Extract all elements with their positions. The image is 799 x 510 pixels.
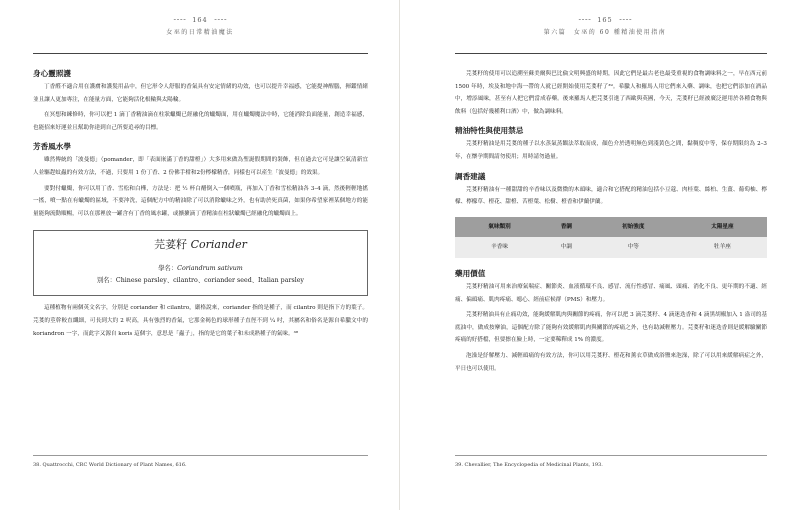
paragraph: 芫荽籽的使用可以追溯至蘇美爾與巴比倫文明興盛的時期，因此它們是最古老也最受重視的食物調味料之一，早在西元前 1500 年時，埃及和地中海一帶的人就已經開始使用芫荽籽了³⁹。希臘人和羅馬人用它們來入藥、調味，也把它們添加在酒品中，增添風味，甚至有人把它們當成春藥。後來羅馬人把芫荽引進了西歐與英國，今天，芫荽籽已經被廣泛運用於各種食物與飲料（包括好幾種利口酒）中，做為調味料。 (455, 71, 767, 115)
paragraph: 雖然傳統的「波曼德」（pomander，即「表面嵌滿丁香的甜橙」）大多用來做為聖誕假期間的裝飾，但在過去它可是讓空氣清新宜人並驅趕蚊蟲的有效方法，不過，只要用 1 份丁香、2 份佛手柑和2份檸檬精香，同樣也可以產生「波曼德」的效果。 (33, 157, 368, 176)
table-cell: 牡羊座 (678, 237, 767, 258)
right-running-header (530, 16, 680, 36)
right-ornament-right: ⁃⁃⁃⁃ (618, 16, 632, 24)
left-content (33, 68, 368, 343)
right-header-rule (455, 53, 767, 54)
paragraph: 泡澡是紓解壓力、減輕頭痛的有效方法，你可以用芫荽籽、橙花和薰衣草做成浴鹽來泡澡，除了可以用來緩解病症之外，平日也可以使用。 (455, 352, 767, 372)
paragraph: 芫荽籽精油可用來治療氣喘症、關節炎、血液循環不良、感冒、流行性感冒、痛風、頭痛、消化不良、更年期的不適、經痛、偏頭痛、肌肉疼痛、噁心、經前症候群（PMS）和壓力。 (455, 283, 767, 303)
paragraph: 芫荽籽精油具有止痛功效，能夠緩解肌肉與關節的疼痛，你可以把 3 滴芫荽籽、4 滴迷迭香和 4 滴黑胡椒加入 1 盎司的基底油中，做成按摩油，這個配方除了能夠有效緩解肌肉與關節的疼痛之外，也有助減輕壓力。芫荽籽和迷迭香則是緩解驗關節疼痛的好搭檔，但要擦在臉上時，一定要稀釋成 1% 的濃度。 (455, 312, 767, 344)
right-page (400, 0, 799, 510)
left-footnote: 38. Quattrocchi, CRC World Dictionary of Plant Names, 616. (33, 455, 368, 468)
table-cell: 中等 (589, 237, 678, 258)
scientific-name-label: 學名： (158, 265, 178, 273)
left-header-rule (33, 53, 368, 54)
section-heading: 芳香風水學 (33, 142, 71, 152)
left-running-title: 女巫的日常精油魔法 (166, 29, 234, 36)
herb-title-latin: Coriander (190, 238, 247, 252)
scientific-name-line (34, 263, 367, 275)
right-page-number: 165 (597, 16, 613, 24)
paragraph: 這種植物有兩個英文名字，分別是 coriander 和 cilantro，嚴格說來，coriander 指的是種子，而 cilantro 則是指下方的葉子。芫荽的莖幹較直纖細，可長到大約 2 呎高，具有強烈的香氣，它那金褐色的球形種子直徑不到 ¼ 吋，其屬名和俗名是源自希臘文中的 koriandron 一字，而此字又源自 koris 這個字，意思是「蟲子」，指的是它的葉子和未成熟種子的氣味。³⁸ (33, 305, 368, 337)
herb-profile-box (33, 230, 368, 296)
paragraph: 芫荽籽精油是用芫荽的種子以水蒸氣蒸餾法萃取而成，顏色介於透明無色到淺黃色之間，黏稠度中等，保存期限約為 2–3 年，在懷孕期間請勿使用；用時請勿過量。 (455, 141, 767, 160)
alias-line (34, 275, 367, 287)
table-header-cell: 太陽星座 (678, 217, 767, 238)
right-ornament-left: ⁃⁃⁃⁃ (578, 16, 592, 24)
paragraph: 芫荽籽精油有一種甜甜的辛香味以及微微的木頭味，適合和它搭配的精油包括小豆蔻、肉桂葉、絲柏、生薑、葡萄柚、檸檬、檸檬草、橙花、甜橙、苦橙葉、松樹、橙香和伊蘭伊蘭。 (455, 186, 767, 206)
table-header-row (455, 217, 767, 238)
right-footnote: 39. Chevallier, The Encyclopedia of Medicinal Plants, 193. (455, 455, 767, 468)
section-heading: 調香建議 (455, 171, 486, 181)
left-ornament-right: ⁃⁃⁃⁃ (213, 16, 227, 24)
table-header-cell: 初始強度 (589, 217, 678, 238)
table-cell: 辛香味 (455, 237, 544, 258)
alias-label: 別名： (96, 277, 116, 285)
paragraph: 在冥想和練修時，你可以把 1 滴丁香精油滴在柱狀蠟燭已經融化的蠟燭面，用在蠟燭魔法中時，它能消除負面能量，創造幸福感，也能招來好運並且幫助你達到自己所要追尋的目標。 (33, 112, 368, 131)
scientific-name: Coriandrum sativum (177, 265, 243, 273)
section-heading: 精油特性與使用禁忌 (455, 126, 524, 136)
table-header-cell: 氣味類別 (455, 217, 544, 238)
left-page (0, 0, 399, 510)
alias-list: Chinese parsley、cilantro、coriander seed、Italian parsley (115, 277, 304, 285)
paragraph: 丁香醛不適合用在護膚和護髮用品中，但它形令人舒服的香氣具有安定情緒的功效，也可以提升幸福感，它能提神醒腦，揮鑑情緒並且讓人更加專注，在能量方面，它能夠活化根輪與太陽輪。 (33, 84, 368, 103)
table-cell: 中調 (544, 237, 589, 258)
right-content (455, 68, 767, 378)
scent-profile-table (455, 217, 767, 258)
left-page-number: 164 (192, 16, 208, 24)
section-heading: 身心靈照護 (33, 69, 71, 78)
left-running-header (135, 16, 265, 36)
paragraph: 要對付蠟燭，你可以用丁香、雪松和白樺，方法是：把 ½ 杯白醋倒入一個噴瓶，再加入丁香和雪松精油各 3–4 滴，然後輕輕地搖一搖，噴一點在有蠟燭的區域，不要沖洗，這個配方中的精油除了可以消除蠟味之外，也有助於死真菌，如果你希望家裡某個地方的能量能夠流動順暢，可以在那裡放一罐含有丁香的風水罐，或擴擴滴丁香精油在柱狀蠟燭已經融化的蠟燭面上。 (33, 185, 368, 217)
left-page-number-line (135, 16, 265, 24)
table-header-cell: 香調 (544, 217, 589, 238)
left-ornament-left: ⁃⁃⁃⁃ (173, 16, 187, 24)
herb-title-chinese: 芫荽籽 (154, 238, 188, 252)
table-row (455, 237, 767, 258)
right-page-number-line (530, 16, 680, 24)
herb-title (34, 237, 367, 253)
section-heading: 藥用價值 (455, 268, 486, 278)
right-running-title: 第六篇 女巫的 60 種精油使用指南 (543, 29, 667, 36)
